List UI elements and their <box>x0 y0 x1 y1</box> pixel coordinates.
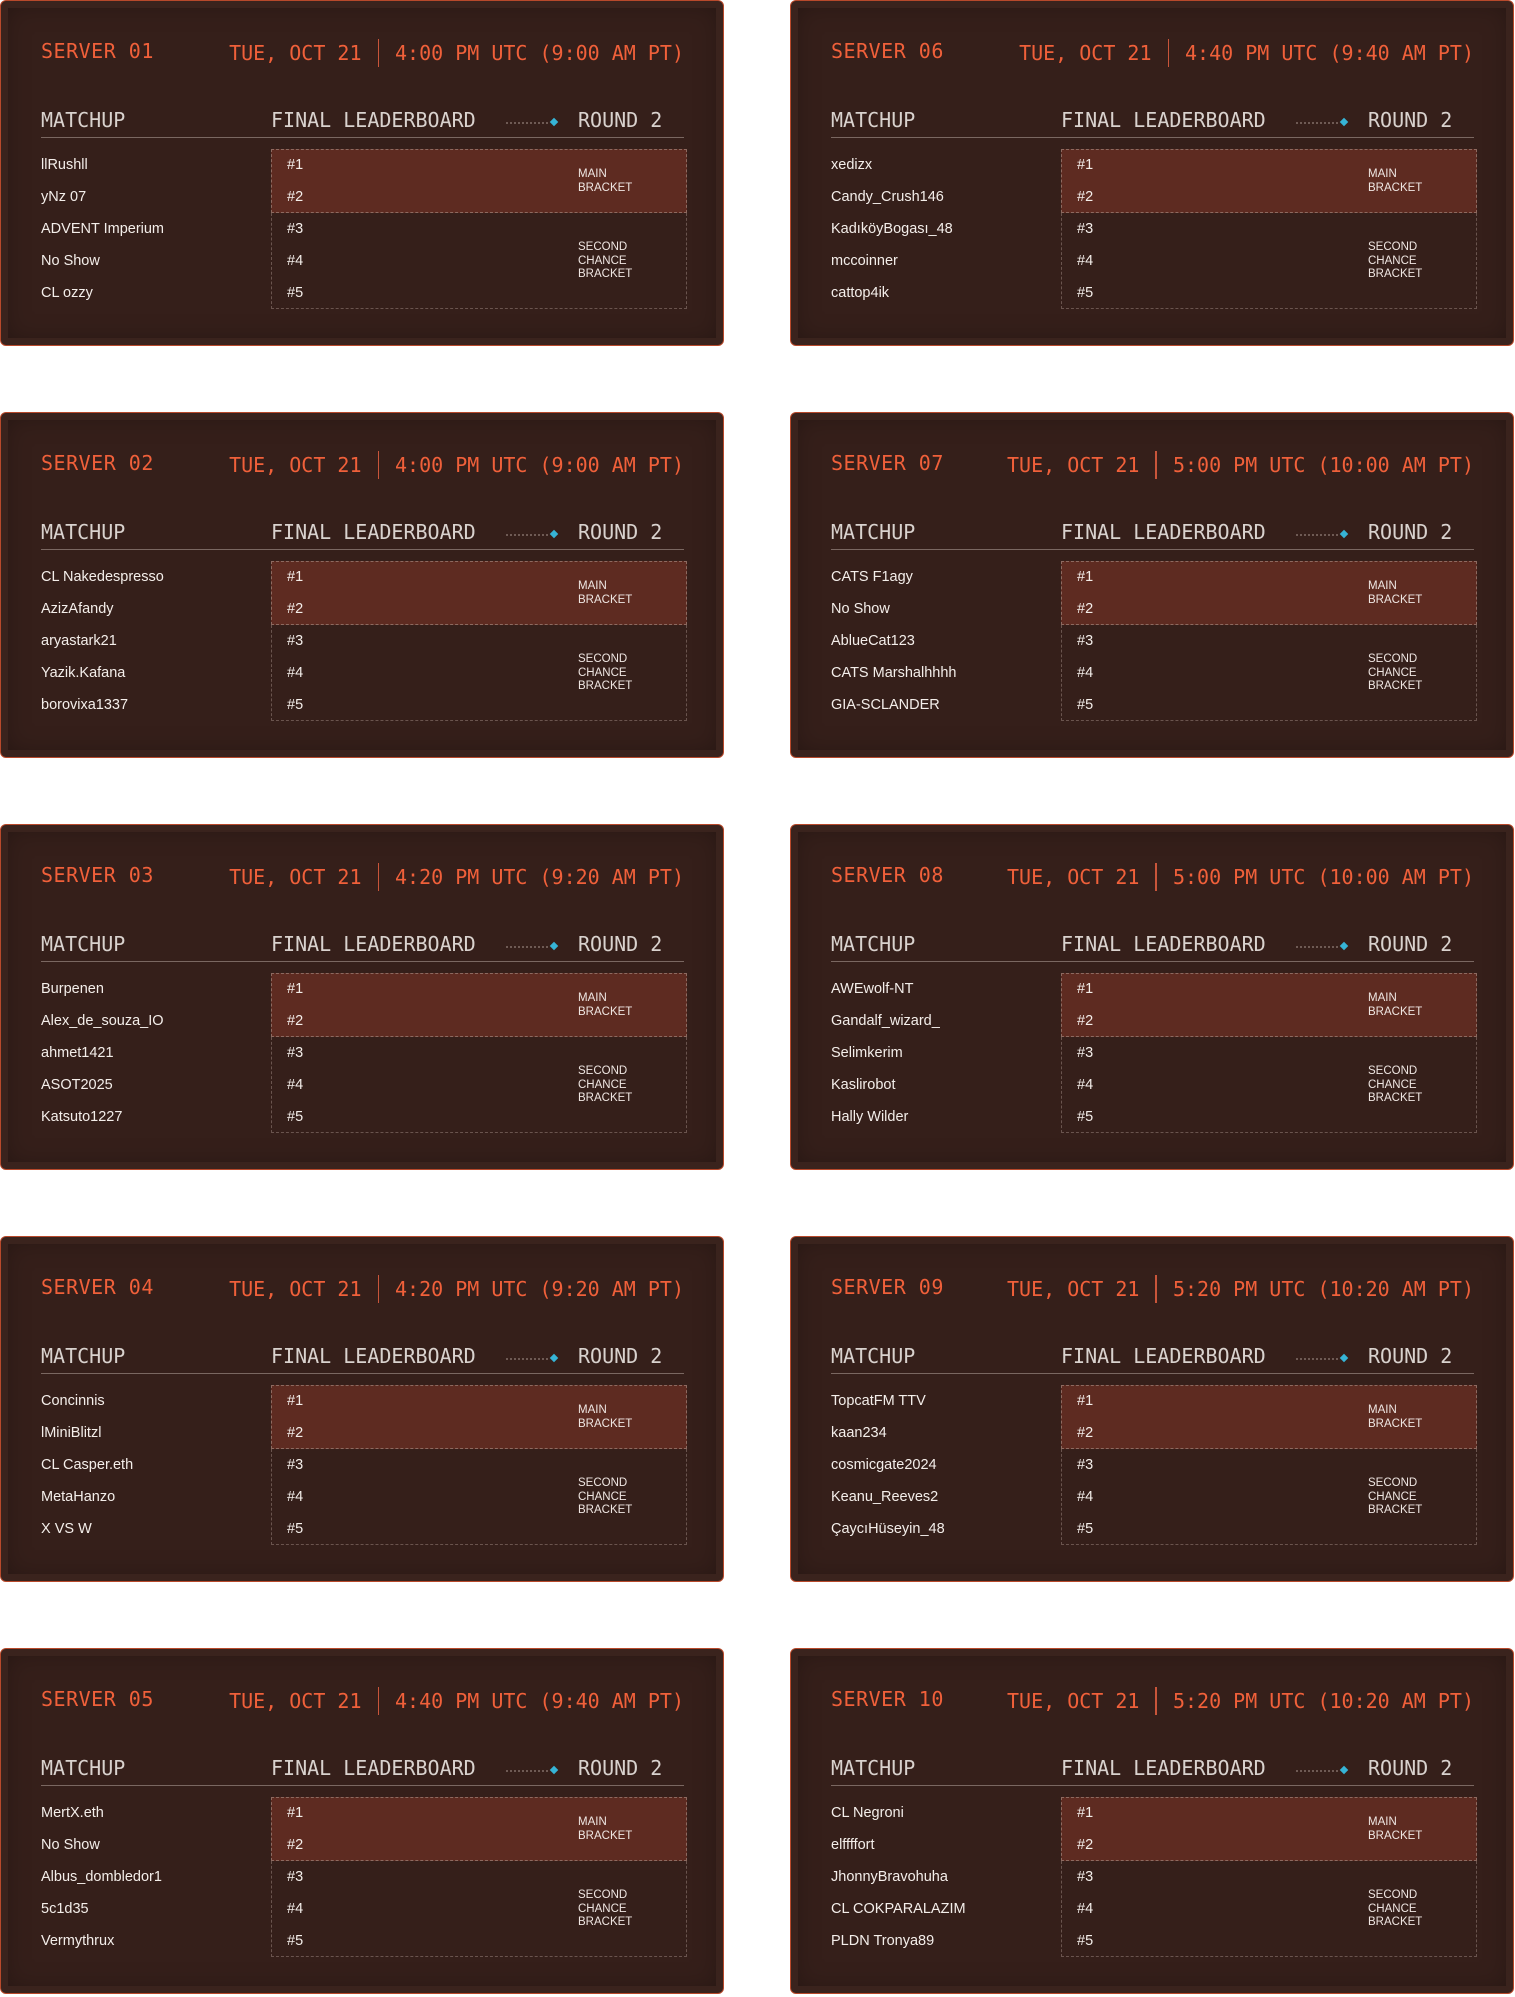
rank-label: #3 <box>1077 1457 1094 1473</box>
round-header: ROUND 2 <box>578 108 663 132</box>
second-chance-bracket-label: SECOND CHANCE BRACKET <box>1368 1477 1423 1516</box>
rank-label: #5 <box>1077 1933 1094 1949</box>
matchup-header: MATCHUP <box>831 108 916 132</box>
header-rule <box>41 549 684 550</box>
matchup-list <box>831 1385 945 1545</box>
player-name: cosmicgate2024 <box>831 1457 937 1473</box>
match-time: 4:00 PM UTC (9:00 AM PT) <box>395 453 684 477</box>
rank-list <box>1077 1385 1093 1545</box>
match-date: TUE, OCT 21 <box>229 41 362 65</box>
second-chance-bracket-label: SECOND CHANCE BRACKET <box>1368 1889 1423 1928</box>
match-date: TUE, OCT 21 <box>1007 1689 1140 1713</box>
rank-label: #1 <box>287 569 304 585</box>
rank-label: #4 <box>287 1489 304 1505</box>
rank-label: #4 <box>1077 1489 1094 1505</box>
server-card <box>790 412 1514 758</box>
server-card <box>0 824 724 1170</box>
rank-label: #1 <box>1077 1805 1094 1821</box>
player-name: CATS Marshalhhhh <box>831 665 957 681</box>
player-name: Vermythrux <box>41 1933 115 1949</box>
second-chance-bracket-label: SECOND CHANCE BRACKET <box>1368 241 1423 280</box>
rank-label: #1 <box>287 1393 304 1409</box>
round-header: ROUND 2 <box>578 1756 663 1780</box>
header-divider <box>1155 863 1157 891</box>
main-bracket-label: MAIN BRACKET <box>1368 1404 1423 1430</box>
player-name: ahmet1421 <box>41 1045 114 1061</box>
rank-label: #2 <box>287 1013 304 1029</box>
rank-list <box>287 561 303 721</box>
player-name: aryastark21 <box>41 633 117 649</box>
rank-label: #3 <box>287 221 304 237</box>
rank-label: #2 <box>287 601 304 617</box>
server-name: SERVER 01 <box>41 39 154 63</box>
rank-label: #5 <box>287 285 304 301</box>
header-rule <box>831 1785 1474 1786</box>
second-chance-bracket-label: SECOND CHANCE BRACKET <box>578 1065 633 1104</box>
final-leaderboard-header: FINAL LEADERBOARD <box>271 108 476 132</box>
player-name: Albus_dombledor1 <box>41 1869 162 1885</box>
rank-label: #2 <box>1077 1425 1094 1441</box>
rank-label: #3 <box>287 1869 304 1885</box>
matchup-list <box>41 1385 133 1545</box>
matchup-header: MATCHUP <box>41 1756 126 1780</box>
arrow-right-icon <box>506 1357 558 1361</box>
matchup-header: MATCHUP <box>831 520 916 544</box>
matchup-list <box>831 973 940 1133</box>
player-name: cattop4ik <box>831 285 890 301</box>
player-name: Yazik.Kafana <box>41 665 126 681</box>
rank-label: #4 <box>287 253 304 269</box>
arrow-right-icon <box>1296 1769 1348 1773</box>
rank-label: #4 <box>287 1077 304 1093</box>
arrow-right-icon <box>1296 121 1348 125</box>
rank-list <box>287 149 303 309</box>
arrow-right-icon <box>506 533 558 537</box>
matchup-list <box>41 973 164 1133</box>
schedule-info <box>1019 39 1474 67</box>
arrow-right-icon <box>1296 533 1348 537</box>
player-name: No Show <box>41 253 100 269</box>
header-rule <box>41 1785 684 1786</box>
rank-label: #2 <box>1077 1837 1094 1853</box>
rank-label: #3 <box>1077 1869 1094 1885</box>
player-name: AzizAfandy <box>41 601 114 617</box>
rank-label: #3 <box>287 633 304 649</box>
matchup-header: MATCHUP <box>831 932 916 956</box>
server-name: SERVER 07 <box>831 451 944 475</box>
matchup-list <box>41 1797 162 1957</box>
matchup-header: MATCHUP <box>831 1756 916 1780</box>
schedule-info <box>229 39 684 67</box>
round-header: ROUND 2 <box>578 932 663 956</box>
round-header: ROUND 2 <box>1368 1756 1453 1780</box>
rank-label: #1 <box>1077 981 1094 997</box>
player-name: ADVENT Imperium <box>41 221 165 237</box>
rank-label: #2 <box>1077 1013 1094 1029</box>
match-date: TUE, OCT 21 <box>1007 1277 1140 1301</box>
matchup-list <box>831 149 953 309</box>
final-leaderboard-header: FINAL LEADERBOARD <box>1061 1756 1266 1780</box>
match-time: 4:20 PM UTC (9:20 AM PT) <box>395 1277 684 1301</box>
main-bracket-label: MAIN BRACKET <box>1368 992 1423 1018</box>
schedule-info <box>1007 1687 1474 1715</box>
main-bracket-label: MAIN BRACKET <box>578 580 633 606</box>
match-time: 5:20 PM UTC (10:20 AM PT) <box>1172 1277 1474 1301</box>
arrow-right-icon <box>1296 945 1348 949</box>
main-bracket-label: MAIN BRACKET <box>578 1404 633 1430</box>
rank-label: #5 <box>287 1109 304 1125</box>
matchup-list <box>41 561 164 721</box>
header-divider <box>378 39 380 67</box>
header-divider <box>378 1275 380 1303</box>
player-name: Selimkerim <box>831 1045 903 1061</box>
server-card <box>790 1648 1514 1994</box>
player-name: 5c1d35 <box>41 1901 89 1917</box>
match-time: 4:20 PM UTC (9:20 AM PT) <box>395 865 684 889</box>
server-name: SERVER 03 <box>41 863 154 887</box>
rank-label: #4 <box>287 1901 304 1917</box>
rank-label: #3 <box>1077 633 1094 649</box>
main-bracket-label: MAIN BRACKET <box>1368 1816 1423 1842</box>
rank-label: #4 <box>1077 1077 1094 1093</box>
server-name: SERVER 04 <box>41 1275 154 1299</box>
header-divider <box>1155 1687 1157 1715</box>
player-name: CL Casper.eth <box>41 1457 134 1473</box>
matchup-list <box>831 561 956 721</box>
player-name: No Show <box>41 1837 100 1853</box>
rank-label: #1 <box>287 981 304 997</box>
rank-list <box>1077 973 1093 1133</box>
arrow-right-icon <box>506 1769 558 1773</box>
header-divider <box>378 451 380 479</box>
player-name: AWEwolf-NT <box>831 981 914 997</box>
server-card <box>790 1236 1514 1582</box>
rank-label: #1 <box>1077 157 1094 173</box>
server-name: SERVER 06 <box>831 39 944 63</box>
match-time: 4:40 PM UTC (9:40 AM PT) <box>395 1689 684 1713</box>
round-header: ROUND 2 <box>578 1344 663 1368</box>
final-leaderboard-header: FINAL LEADERBOARD <box>1061 932 1266 956</box>
player-name: Burpenen <box>41 981 104 997</box>
player-name: Hally Wilder <box>831 1109 909 1125</box>
schedule-info <box>229 451 684 479</box>
main-bracket-label: MAIN BRACKET <box>578 168 633 194</box>
server-name: SERVER 02 <box>41 451 154 475</box>
final-leaderboard-header: FINAL LEADERBOARD <box>271 1344 476 1368</box>
player-name: llRushll <box>41 157 88 173</box>
player-name: CL ozzy <box>41 285 93 301</box>
server-name: SERVER 08 <box>831 863 944 887</box>
main-bracket-label: MAIN BRACKET <box>578 992 633 1018</box>
schedule-info <box>1007 863 1474 891</box>
player-name: X VS W <box>41 1521 92 1537</box>
rank-label: #5 <box>1077 1109 1094 1125</box>
header-divider <box>1155 1275 1157 1303</box>
player-name: Alex_de_souza_IO <box>41 1013 164 1029</box>
match-date: TUE, OCT 21 <box>1019 41 1152 65</box>
player-name: Concinnis <box>41 1393 105 1409</box>
rank-label: #2 <box>287 189 304 205</box>
player-name: No Show <box>831 601 890 617</box>
match-time: 4:40 PM UTC (9:40 AM PT) <box>1185 41 1474 65</box>
header-rule <box>41 137 684 138</box>
match-date: TUE, OCT 21 <box>229 865 362 889</box>
header-rule <box>831 961 1474 962</box>
player-name: ÇaycıHüseyin_48 <box>831 1521 945 1537</box>
player-name: borovixa1337 <box>41 697 129 713</box>
player-name: Keanu_Reeves2 <box>831 1489 939 1505</box>
second-chance-bracket-label: SECOND CHANCE BRACKET <box>578 241 633 280</box>
schedule-info <box>229 863 684 891</box>
matchup-header: MATCHUP <box>41 1344 126 1368</box>
matchup-header: MATCHUP <box>41 520 126 544</box>
matchup-list <box>831 1797 966 1957</box>
server-card <box>0 1648 724 1994</box>
final-leaderboard-header: FINAL LEADERBOARD <box>1061 520 1266 544</box>
second-chance-bracket-label: SECOND CHANCE BRACKET <box>1368 1065 1423 1104</box>
rank-label: #2 <box>287 1837 304 1853</box>
schedule-info <box>1007 451 1474 479</box>
player-name: TopcatFM TTV <box>831 1393 926 1409</box>
rank-list <box>287 973 303 1133</box>
player-name: CATS F1agy <box>831 569 913 585</box>
matchup-list <box>41 149 164 309</box>
rank-label: #4 <box>1077 253 1094 269</box>
header-rule <box>831 1373 1474 1374</box>
rank-label: #5 <box>1077 1521 1094 1537</box>
player-name: PLDN Tronya89 <box>831 1933 935 1949</box>
round-header: ROUND 2 <box>1368 1344 1453 1368</box>
rank-list <box>287 1797 303 1957</box>
match-time: 5:00 PM UTC (10:00 AM PT) <box>1172 453 1474 477</box>
final-leaderboard-header: FINAL LEADERBOARD <box>271 520 476 544</box>
final-leaderboard-header: FINAL LEADERBOARD <box>1061 1344 1266 1368</box>
rank-label: #5 <box>287 1933 304 1949</box>
player-name: MetaHanzo <box>41 1489 116 1505</box>
server-card <box>0 412 724 758</box>
server-name: SERVER 10 <box>831 1687 944 1711</box>
rank-label: #2 <box>287 1425 304 1441</box>
player-name: Kaslirobot <box>831 1077 896 1093</box>
rank-label: #3 <box>287 1045 304 1061</box>
player-name: MertX.eth <box>41 1805 104 1821</box>
round-header: ROUND 2 <box>1368 108 1453 132</box>
second-chance-bracket-label: SECOND CHANCE BRACKET <box>1368 653 1423 692</box>
match-date: TUE, OCT 21 <box>229 453 362 477</box>
player-name: AblueCat123 <box>831 633 915 649</box>
final-leaderboard-header: FINAL LEADERBOARD <box>1061 108 1266 132</box>
match-date: TUE, OCT 21 <box>229 1277 362 1301</box>
second-chance-bracket-label: SECOND CHANCE BRACKET <box>578 1477 633 1516</box>
rank-list <box>1077 1797 1093 1957</box>
player-name: Katsuto1227 <box>41 1109 123 1125</box>
header-rule <box>41 1373 684 1374</box>
second-chance-bracket-label: SECOND CHANCE BRACKET <box>578 653 633 692</box>
server-card <box>0 0 724 346</box>
match-time: 5:20 PM UTC (10:20 AM PT) <box>1172 1689 1474 1713</box>
schedule-info <box>229 1687 684 1715</box>
header-rule <box>831 137 1474 138</box>
header-divider <box>378 1687 380 1715</box>
arrow-right-icon <box>506 121 558 125</box>
final-leaderboard-header: FINAL LEADERBOARD <box>271 1756 476 1780</box>
player-name: CL COKPARALAZIM <box>831 1901 966 1917</box>
match-date: TUE, OCT 21 <box>229 1689 362 1713</box>
server-card <box>790 0 1514 346</box>
player-name: elffffort <box>831 1837 875 1853</box>
player-name: JhonnyBravohuha <box>831 1869 948 1885</box>
player-name: GIA-SCLANDER <box>831 697 940 713</box>
rank-label: #3 <box>1077 1045 1094 1061</box>
player-name: ASOT2025 <box>41 1077 113 1093</box>
rank-label: #5 <box>1077 285 1094 301</box>
server-name: SERVER 09 <box>831 1275 944 1299</box>
player-name: mccoinner <box>831 253 898 269</box>
player-name: Gandalf_wizard_ <box>831 1013 940 1029</box>
header-rule <box>831 549 1474 550</box>
player-name: CL Nakedespresso <box>41 569 164 585</box>
rank-label: #5 <box>1077 697 1094 713</box>
rank-label: #5 <box>287 1521 304 1537</box>
match-time: 5:00 PM UTC (10:00 AM PT) <box>1172 865 1474 889</box>
main-bracket-label: MAIN BRACKET <box>1368 580 1423 606</box>
rank-label: #2 <box>1077 601 1094 617</box>
match-date: TUE, OCT 21 <box>1007 453 1140 477</box>
player-name: CL Negroni <box>831 1805 904 1821</box>
player-name: Candy_Crush146 <box>831 189 944 205</box>
rank-label: #4 <box>1077 665 1094 681</box>
rank-label: #3 <box>287 1457 304 1473</box>
arrow-right-icon <box>506 945 558 949</box>
schedule-info <box>229 1275 684 1303</box>
header-rule <box>41 961 684 962</box>
round-header: ROUND 2 <box>1368 520 1453 544</box>
match-time: 4:00 PM UTC (9:00 AM PT) <box>395 41 684 65</box>
schedule-info <box>1007 1275 1474 1303</box>
second-chance-bracket-label: SECOND CHANCE BRACKET <box>578 1889 633 1928</box>
rank-list <box>1077 561 1093 721</box>
rank-label: #4 <box>287 665 304 681</box>
main-bracket-label: MAIN BRACKET <box>578 1816 633 1842</box>
round-header: ROUND 2 <box>1368 932 1453 956</box>
server-card <box>0 1236 724 1582</box>
round-header: ROUND 2 <box>578 520 663 544</box>
rank-label: #1 <box>1077 1393 1094 1409</box>
player-name: xedizx <box>831 157 873 173</box>
rank-list <box>1077 149 1093 309</box>
main-bracket-label: MAIN BRACKET <box>1368 168 1423 194</box>
matchup-header: MATCHUP <box>831 1344 916 1368</box>
rank-label: #1 <box>287 157 304 173</box>
matchup-header: MATCHUP <box>41 108 126 132</box>
player-name: lMiniBlitzl <box>41 1425 102 1441</box>
server-card <box>790 824 1514 1170</box>
matchup-header: MATCHUP <box>41 932 126 956</box>
rank-label: #5 <box>287 697 304 713</box>
server-name: SERVER 05 <box>41 1687 154 1711</box>
player-name: KadıköyBogası_48 <box>831 221 953 237</box>
final-leaderboard-header: FINAL LEADERBOARD <box>271 932 476 956</box>
header-divider <box>378 863 380 891</box>
arrow-right-icon <box>1296 1357 1348 1361</box>
rank-label: #1 <box>1077 569 1094 585</box>
match-date: TUE, OCT 21 <box>1007 865 1140 889</box>
rank-label: #2 <box>1077 189 1094 205</box>
player-name: kaan234 <box>831 1425 887 1441</box>
rank-label: #4 <box>1077 1901 1094 1917</box>
header-divider <box>1168 39 1170 67</box>
header-divider <box>1155 451 1157 479</box>
player-name: yNz 07 <box>41 189 87 205</box>
rank-list <box>287 1385 303 1545</box>
rank-label: #1 <box>287 1805 304 1821</box>
rank-label: #3 <box>1077 221 1094 237</box>
